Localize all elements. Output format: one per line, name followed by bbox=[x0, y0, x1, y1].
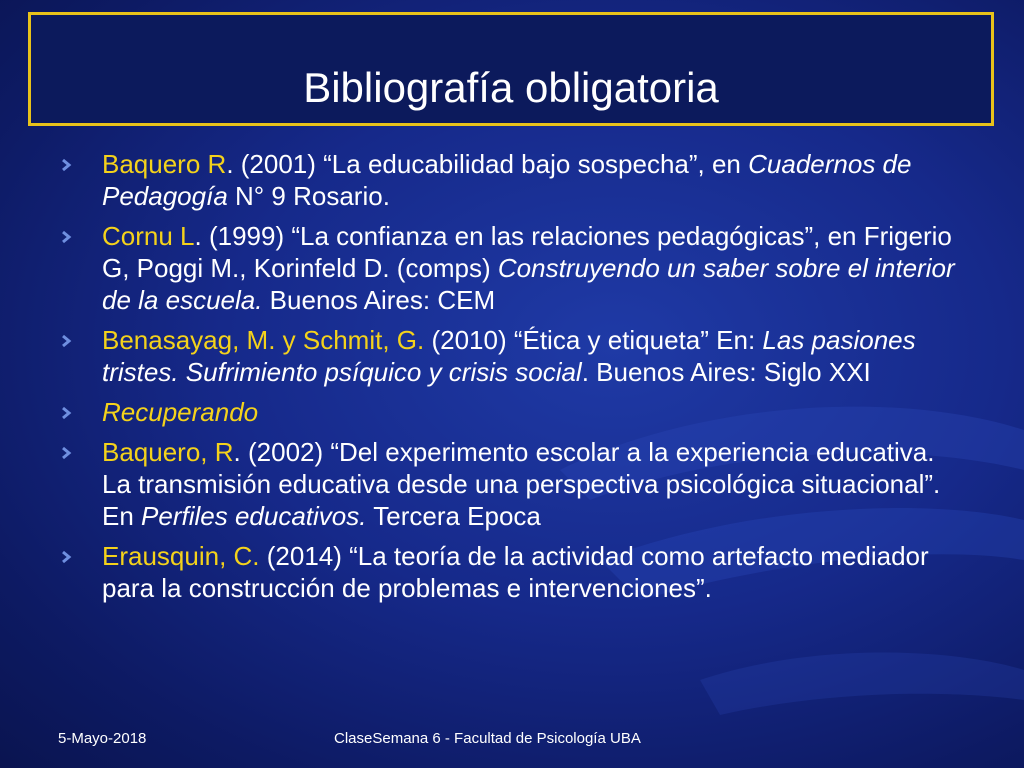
bibliography-entry bbox=[60, 148, 960, 212]
bibliography-entry bbox=[60, 396, 960, 428]
entry-text: (2014) “La teoría de la actividad como artefacto mediador para la construcción de problemas e intervenciones”. bbox=[102, 541, 929, 603]
entry-italic-title: Las pasiones tristes. Sufrimiento psíquico y crisis social bbox=[102, 325, 916, 387]
chevron-right-icon bbox=[60, 148, 74, 180]
entry-tail: N° 9 Rosario. bbox=[227, 181, 390, 211]
bibliography-entry bbox=[60, 540, 960, 604]
entry-text: (2010) “Ética y etiqueta” En: bbox=[424, 325, 763, 355]
entry-italic-title: Construyendo un saber sobre el interior de la escuela. bbox=[102, 253, 955, 315]
entry-italic-title: Recuperando bbox=[102, 397, 259, 427]
bibliography-entry bbox=[60, 324, 960, 388]
chevron-right-icon bbox=[60, 324, 74, 356]
entry-author: Benasayag, M. y Schmit, G. bbox=[102, 325, 425, 355]
bibliography-list bbox=[60, 148, 960, 612]
slide-title: Bibliografía obligatoria bbox=[303, 64, 719, 111]
footer-course-label: ClaseSemana 6 - Facultad de Psicología UBA bbox=[334, 730, 641, 747]
bibliography-entry bbox=[60, 436, 960, 532]
entry-author: Cornu L bbox=[102, 221, 195, 251]
entry-tail: Tercera Epoca bbox=[366, 501, 541, 531]
entry-tail: . Buenos Aires: Siglo XXI bbox=[581, 357, 871, 387]
bibliography-entry bbox=[60, 220, 960, 316]
entry-text: (2001) “La educabilidad bajo sospecha”, en bbox=[233, 149, 749, 179]
entry-text: (1999) “La confianza en las relaciones pedagógicas”, en Frigerio G, Poggi M., Korinfeld D. (comps) bbox=[102, 221, 952, 283]
chevron-right-icon bbox=[60, 436, 74, 468]
entry-italic-title: Cuadernos de Pedagogía bbox=[102, 149, 912, 211]
entry-tail: Buenos Aires: CEM bbox=[262, 285, 496, 315]
chevron-right-icon bbox=[60, 220, 74, 252]
chevron-right-icon bbox=[60, 396, 74, 428]
entry-author: Baquero R bbox=[102, 149, 227, 179]
entry-author-trail: . bbox=[226, 149, 234, 179]
title-box bbox=[28, 12, 994, 126]
entry-author: Erausquin, C. bbox=[102, 541, 260, 571]
entry-author: Baquero, R bbox=[102, 437, 234, 467]
entry-italic-title: Perfiles educativos. bbox=[141, 501, 367, 531]
entry-author-trail: . bbox=[233, 437, 241, 467]
entry-text: (2002) “Del experimento escolar a la experiencia educativa. La transmisión educativa desde una perspectiva psicológica situacional”. En bbox=[102, 437, 941, 531]
chevron-right-icon bbox=[60, 540, 74, 572]
footer-date: 5-Mayo-2018 bbox=[58, 730, 147, 747]
entry-author-trail: . bbox=[194, 221, 202, 251]
